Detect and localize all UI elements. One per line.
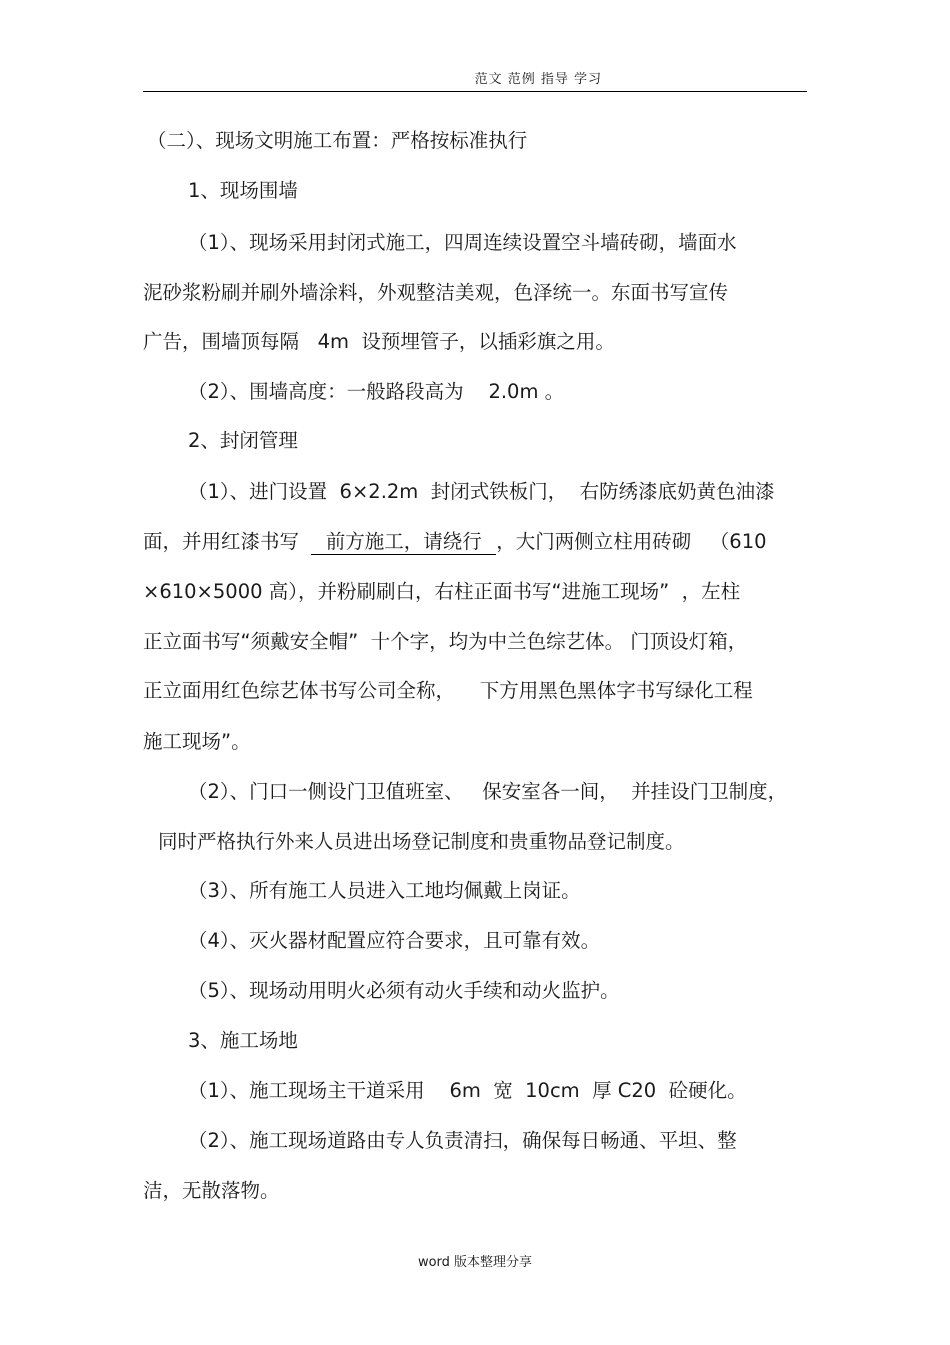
subheading-closed-management: 2、封闭管理 [188, 429, 298, 452]
paragraph-line: 施工现场”。 [143, 730, 251, 753]
paragraph-line: ×610×5000 高），并粉刷刷白，右柱正面书写“进施工现场” ，左柱 [143, 580, 741, 603]
line-text: ，大门两侧立柱用砖砌 （610 [496, 530, 767, 553]
paragraph-line: 洁，无散落物。 [143, 1179, 280, 1202]
section-heading: （二）、现场文明施工布置：严格按标准执行 [147, 129, 528, 152]
paragraph-line: （2）、施工现场道路由专人负责清扫，确保每日畅通、平坦、整 [188, 1129, 737, 1152]
underlined-sign-text: 前方施工，请绕行 [313, 530, 495, 553]
paragraph-line: （2）、围墙高度：一般路段高为 2.0m 。 [188, 380, 565, 403]
line-text: 面，并用红漆书写 [143, 530, 312, 553]
paragraph-line: 广告，围墙顶每隔 4m 设预埋管子，以插彩旗之用。 [143, 330, 615, 353]
paragraph-line: （2）、门口一侧设门卫值班室、 保安室各一间， 并挂设门卫制度， [188, 780, 788, 803]
paragraph-line: （5）、现场动用明火必须有动火手续和动火监护。 [188, 979, 620, 1002]
paragraph-line: （1）、进门设置 6×2.2m 封闭式铁板门， 右防绣漆底奶黄色油漆 [188, 480, 775, 503]
header-rule [143, 91, 807, 92]
paragraph-line: 泥砂浆粉刷并刷外墙涂料，外观整洁美观，色泽统一。东面书写宣传 [143, 281, 729, 304]
paragraph-line: 同时严格执行外来人员进出场登记制度和贵重物品登记制度。 [158, 830, 685, 853]
paragraph-line: （4）、灭火器材配置应符合要求，且可靠有效。 [188, 929, 601, 952]
paragraph-line: 正立面书写“须戴安全帽” 十个字，均为中兰色综艺体。 门顶设灯箱， [143, 630, 748, 653]
paragraph-line: （1）、施工现场主干道采用 6m 宽 10cm 厚 C20 砼硬化。 [188, 1079, 747, 1102]
page-footer: word 版本整理分享 [417, 1255, 533, 1270]
page-header [0, 68, 950, 87]
paragraph-line: 正立面用红色综艺体书写公司全称， 下方用黑色黑体字书写绿化工程 [143, 679, 753, 702]
subheading-site: 3、施工场地 [188, 1029, 298, 1052]
subheading-wall: 1、现场围墙 [188, 179, 298, 202]
header-text: 范文 范例 指导 学习 [474, 72, 602, 87]
paragraph-line [143, 530, 767, 554]
paragraph-line: （3）、所有施工人员进入工地均佩戴上岗证。 [188, 879, 581, 902]
paragraph-line: （1）、现场采用封闭式施工，四周连续设置空斗墙砖砌，墙面水 [188, 231, 737, 254]
